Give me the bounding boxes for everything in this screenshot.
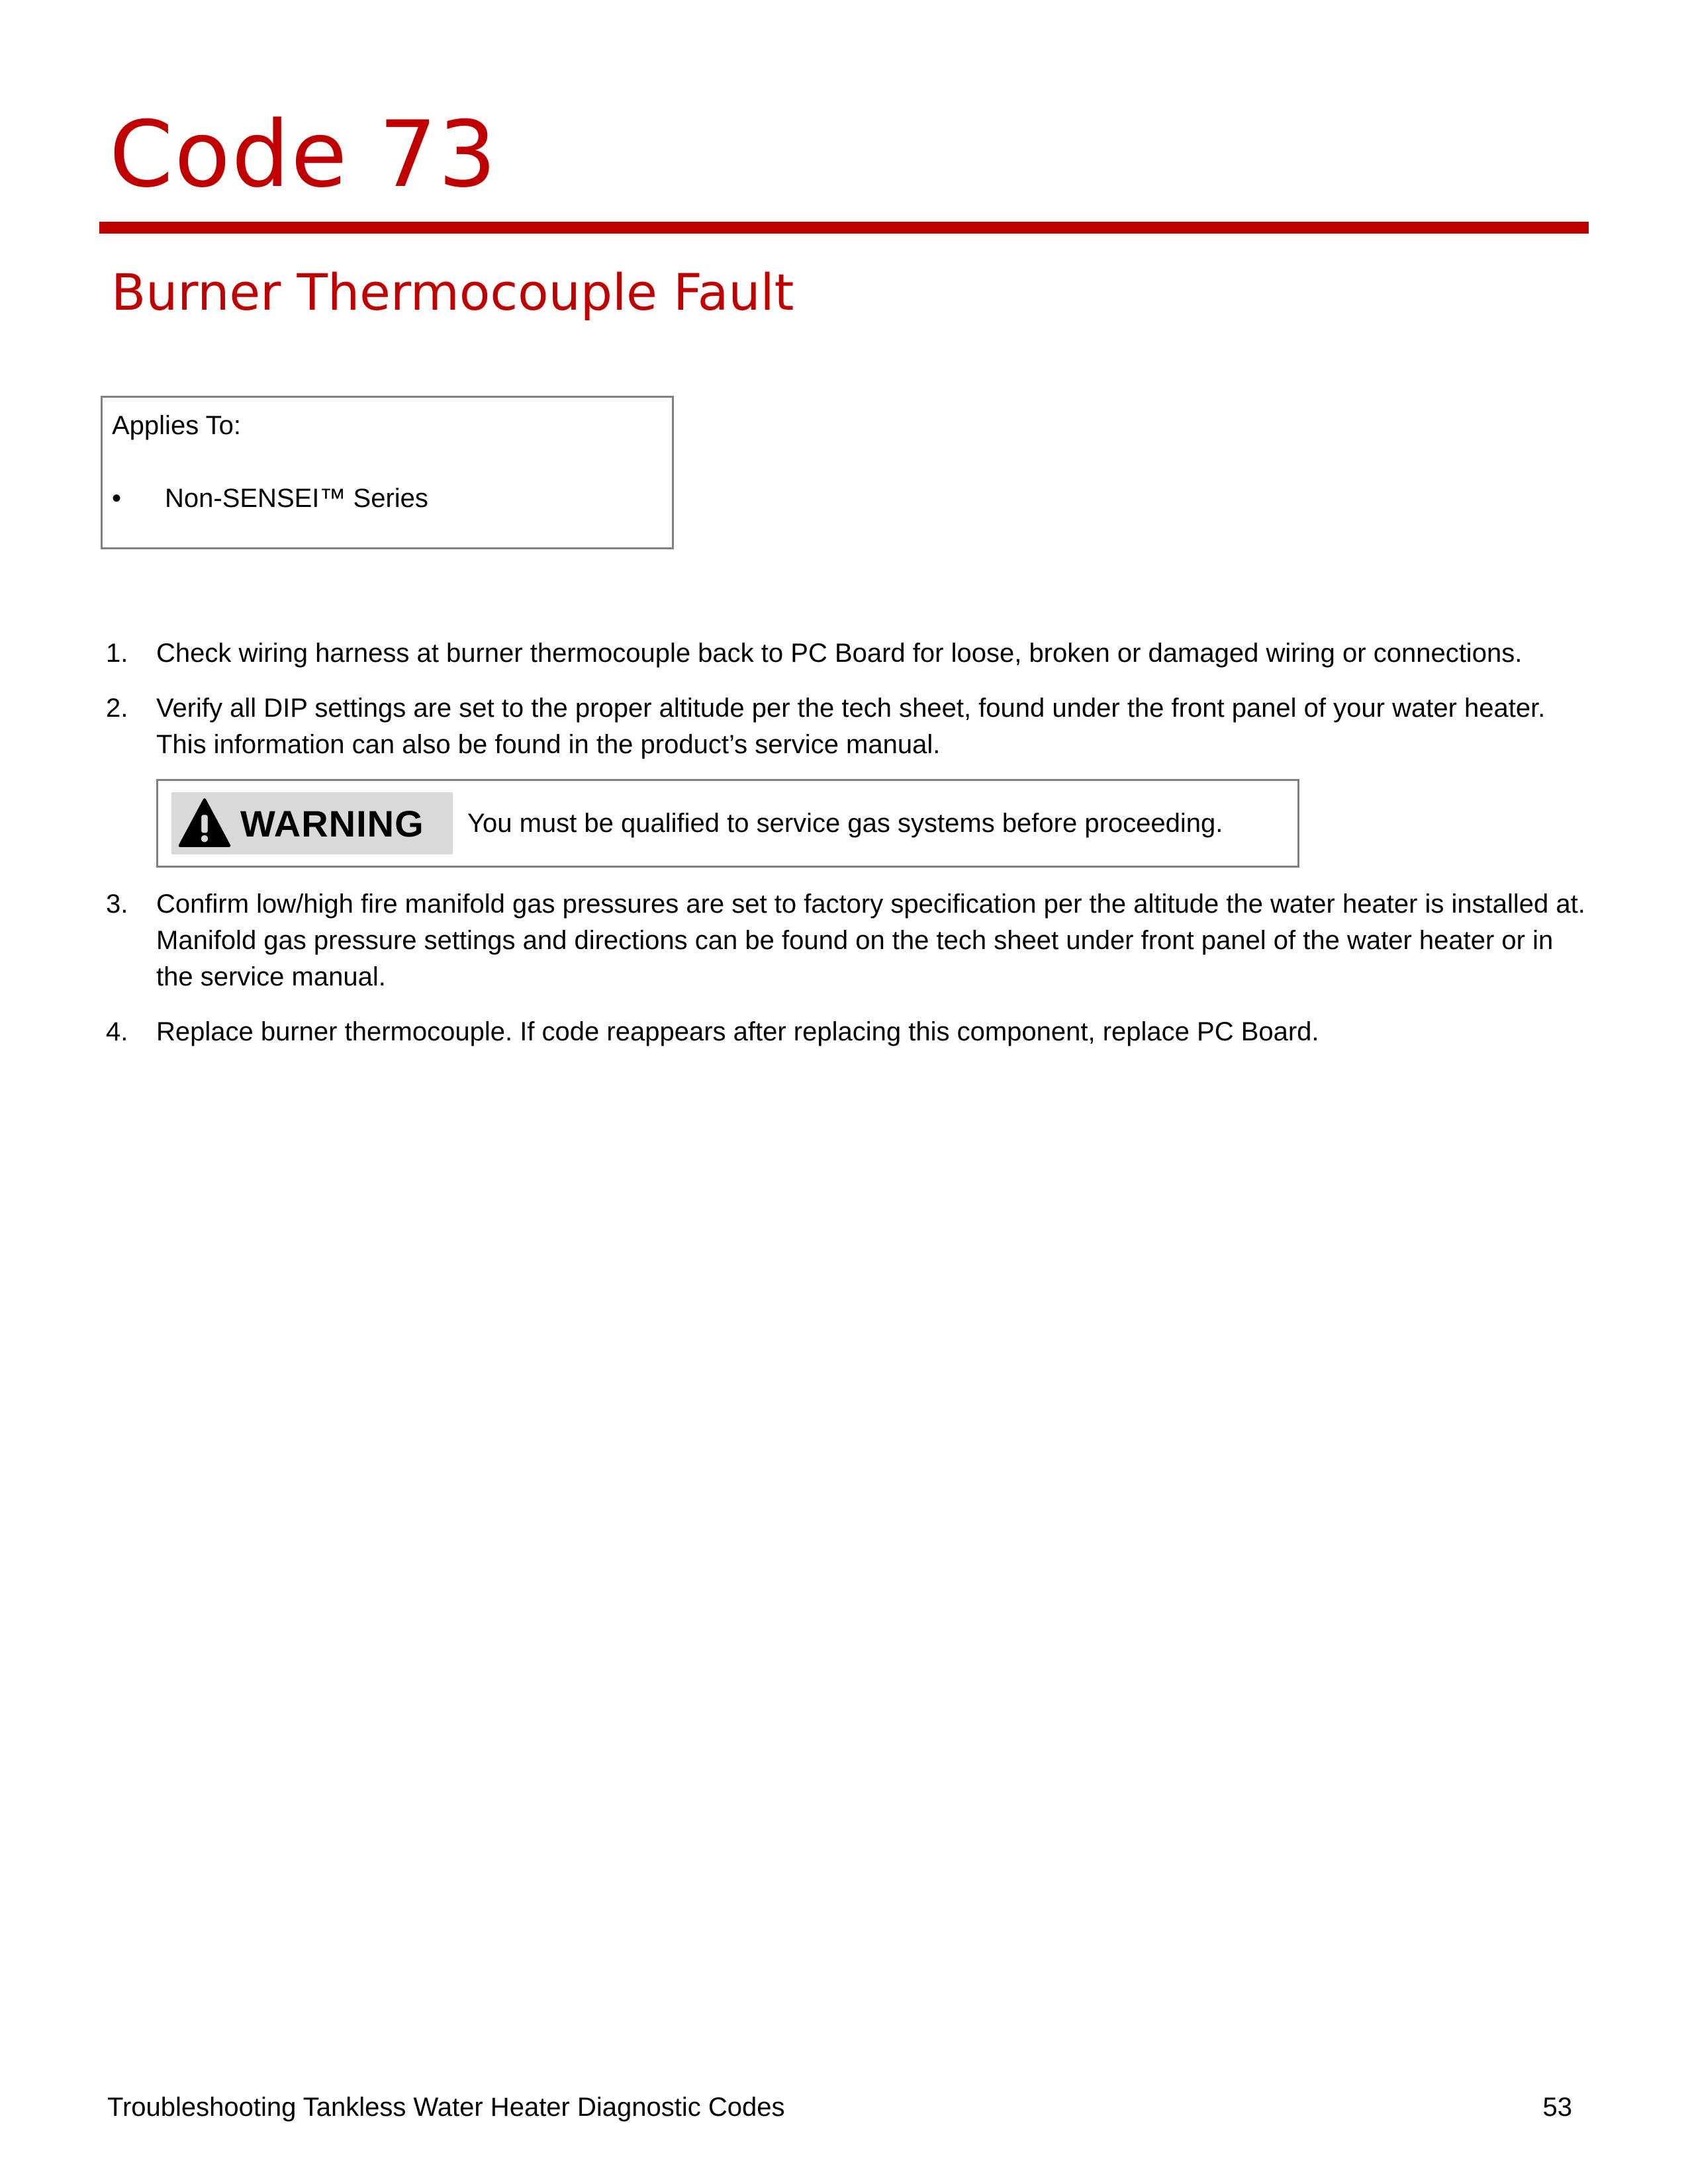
warning-badge [171, 792, 453, 854]
step-list [106, 635, 1589, 1050]
page-title: Code 73 [109, 101, 498, 208]
applies-to-item [112, 482, 428, 514]
title-divider [99, 222, 1589, 234]
footer-document-title: Troubleshooting Tankless Water Heater Diagnostic Codes [107, 2093, 785, 2122]
warning-message: You must be qualified to service gas systems before proceeding. [467, 808, 1223, 838]
step-item [106, 635, 1589, 672]
warning-box [156, 779, 1299, 868]
applies-to-box [101, 396, 674, 549]
step-number: 4. [106, 1017, 128, 1046]
warning-triangle-icon [178, 797, 231, 850]
step-number: 3. [106, 889, 128, 919]
applies-to-label: Applies To: [112, 411, 241, 440]
step-number: 1. [106, 639, 128, 668]
bullet-icon: • [112, 484, 122, 513]
step-number: 2. [106, 694, 128, 723]
step-item [106, 690, 1589, 763]
step-item [106, 886, 1589, 995]
applies-to-item-text: Non-SENSEI™ Series [165, 484, 428, 513]
step-text: Confirm low/high fire manifold gas pressures are set to factory specification per the altitude the water heater is installed at. Manifold gas pressure settings and directions can be found on the tech sheet under front panel of the water heater or in the service manual. [156, 889, 1585, 991]
step-text: Check wiring harness at burner thermocouple back to PC Board for loose, broken or damaged wiring or connections. [156, 639, 1523, 668]
warning-label: WARNING [240, 802, 424, 844]
footer-page-number: 53 [1542, 2093, 1572, 2122]
step-item [106, 1014, 1589, 1050]
step-text: Verify all DIP settings are set to the proper altitude per the tech sheet, found under the front panel of your water heater. This information can also be found in the product’s service manual. [156, 694, 1546, 759]
step-text: Replace burner thermocouple. If code reappears after replacing this component, replace PC Board. [156, 1017, 1319, 1046]
page-subtitle: Burner Thermocouple Fault [111, 263, 794, 322]
